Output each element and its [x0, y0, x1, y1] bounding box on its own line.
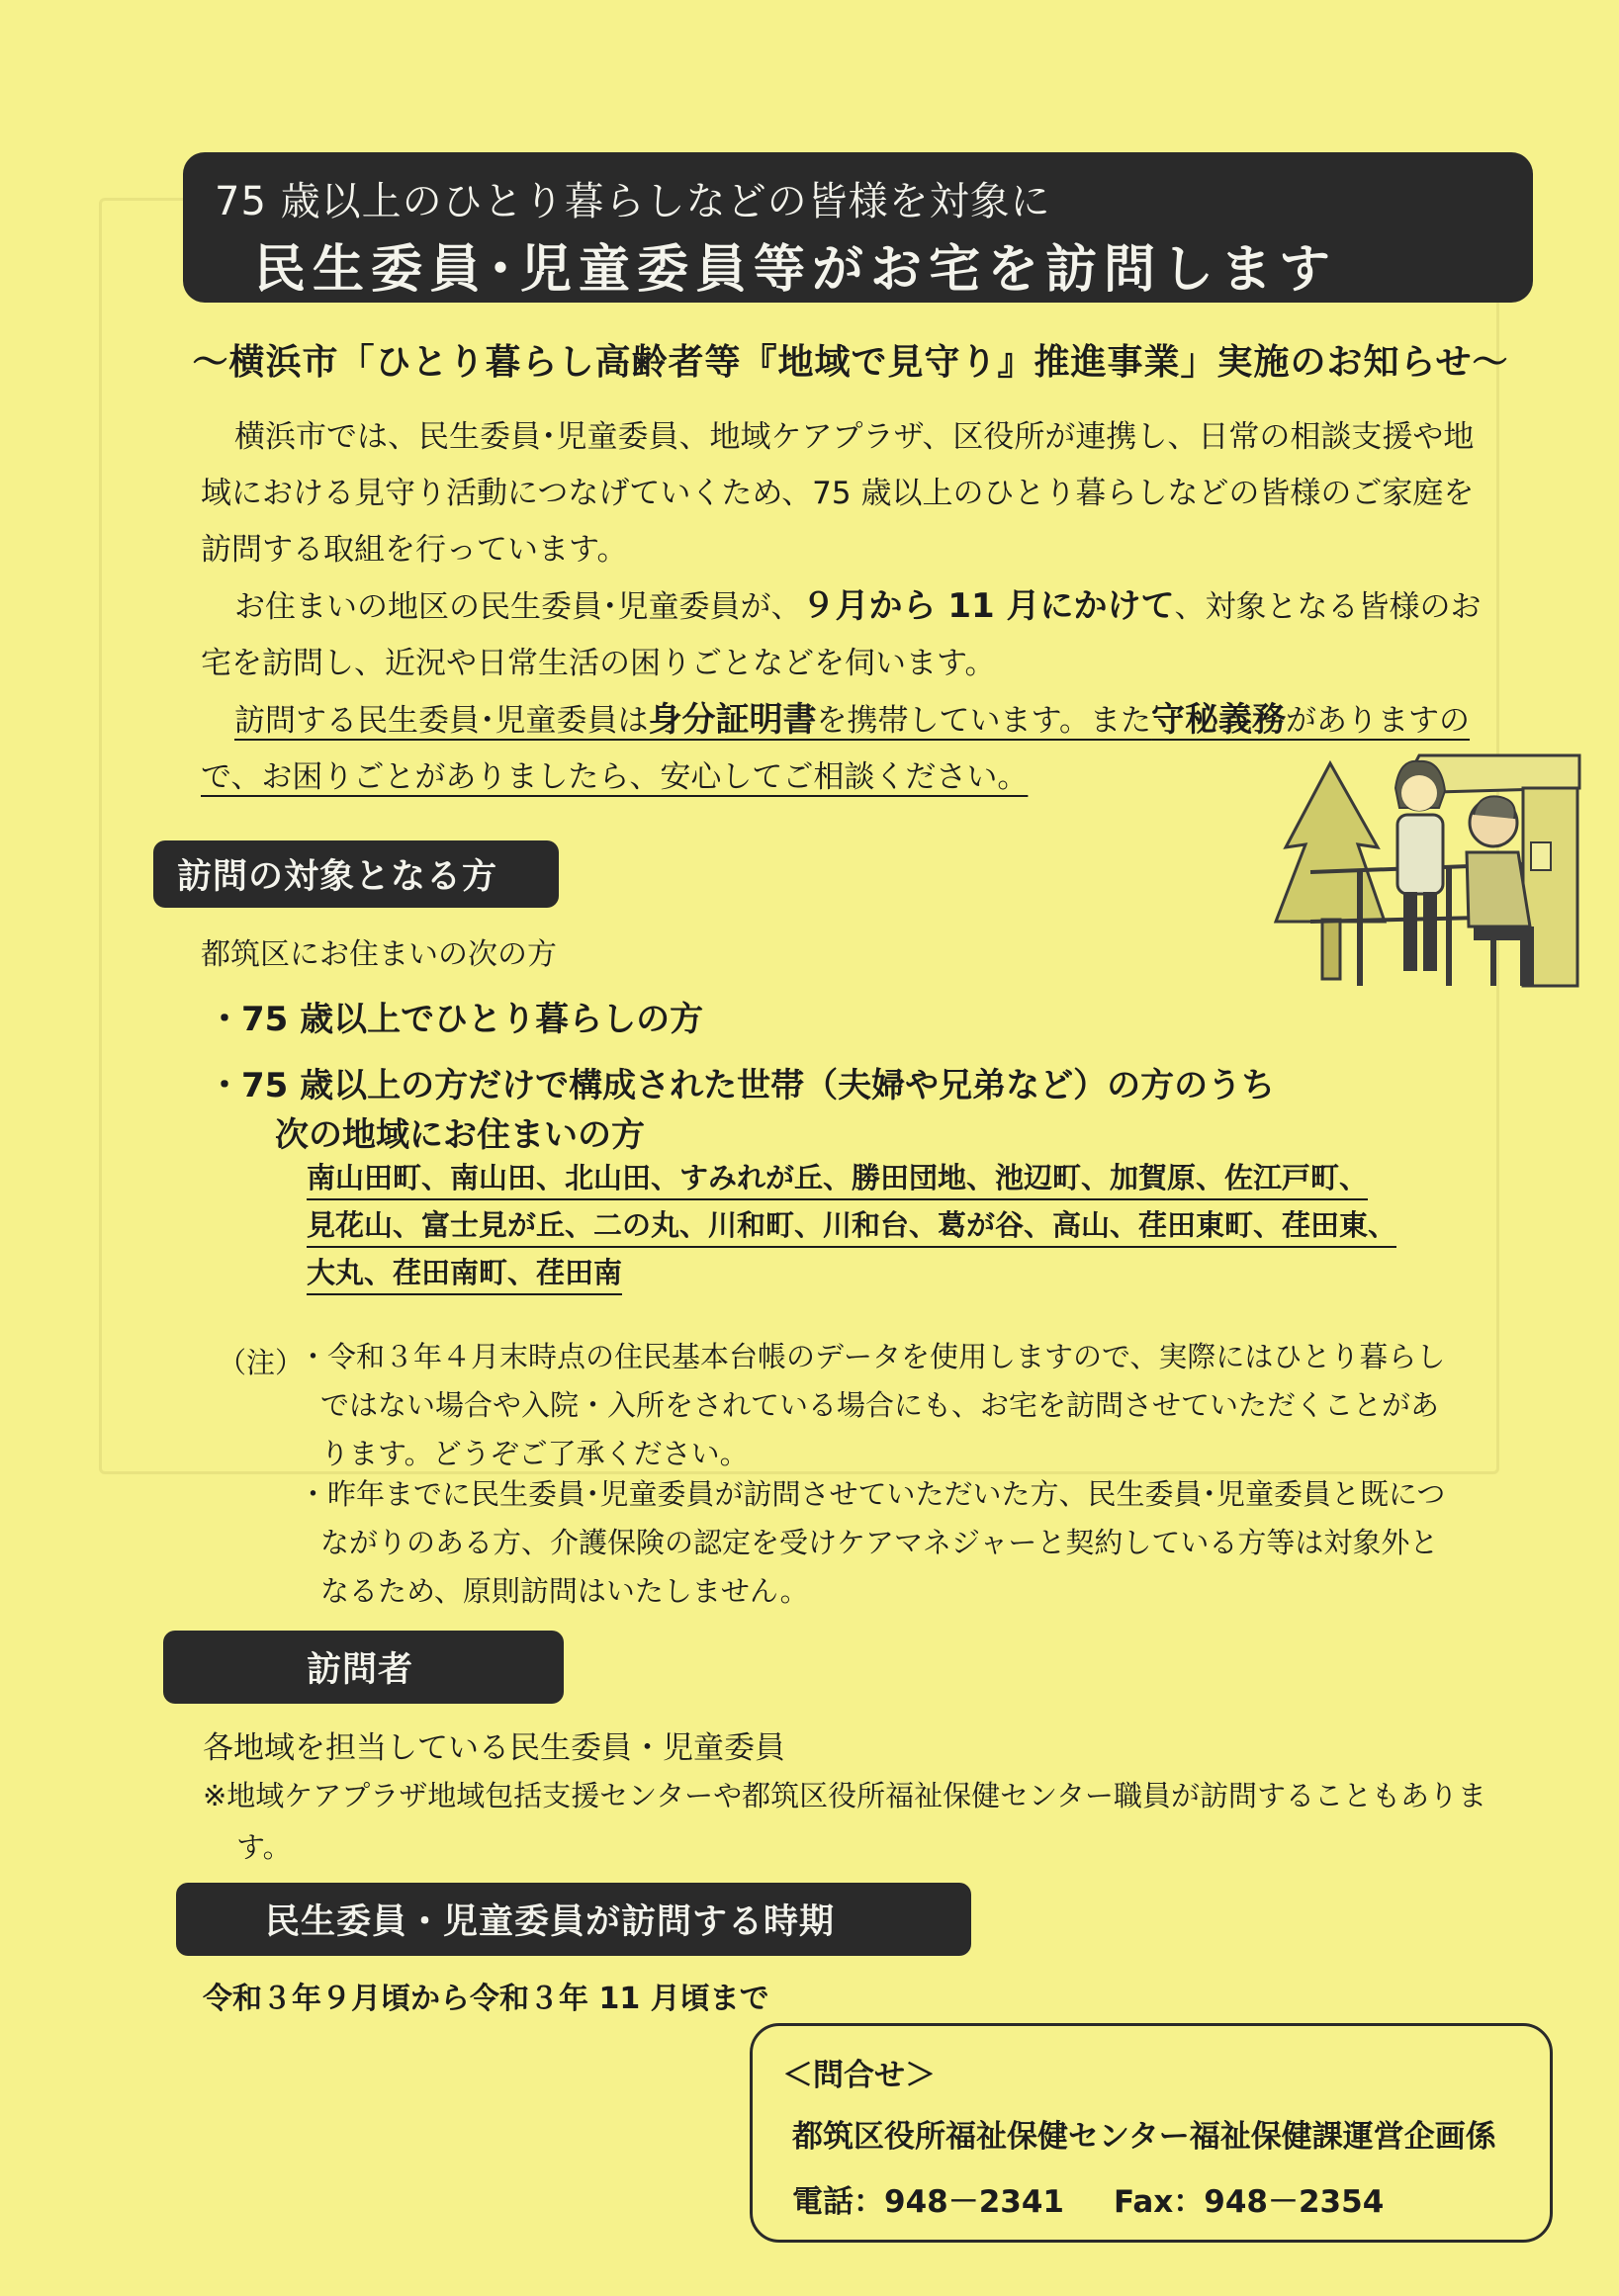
- contact-phone: 電話：948－2341: [792, 2184, 1064, 2220]
- contact-box: [750, 2023, 1553, 2243]
- period-heading: 民生委員・児童委員が訪問する時期: [176, 1883, 971, 1956]
- targets-heading: 訪問の対象となる方: [153, 840, 559, 908]
- subtitle: ～横浜市「ひとり暮らし高齢者等『地域で見守り』推進事業」実施のお知らせ～: [192, 342, 1509, 383]
- banner-title: 民生委員･児童委員等がお宅を訪問します: [254, 240, 1338, 300]
- contact-fax: Fax：948－2354: [1114, 2184, 1385, 2220]
- target-bullet-1: ・75 歳以上でひとり暮らしの方: [208, 1000, 704, 1039]
- visit-period-emphasis: ９月から 11 月にかけて: [801, 586, 1175, 626]
- area-line-1: 南山田町、南山田、北山田、すみれが丘、勝田団地、池辺町、加賀原、佐江戸町、: [307, 1157, 1368, 1200]
- intro-paragraph-1: 横浜市では、民生委員･児童委員、地域ケアプラザ、区役所が連携し、日常の相談支援や地域における見守り活動につなげていくため、75 歳以上のひとり暮らしなどの皆様のご家庭を訪問する取組を行っています。: [201, 419, 1475, 568]
- visitor-heading: 訪問者: [163, 1631, 564, 1704]
- note-2: ・昨年までに民生委員･児童委員が訪問させていただいた方、民生委員･児童委員と既につながりのある方、介護保険の認定を受けケアマネジャーと契約している方等は対象外となるため、原則訪問はいたしません。: [299, 1477, 1446, 1608]
- title-banner: [183, 152, 1533, 303]
- note-1: ・令和３年４月末時点の住民基本台帳のデータを使用しますので、実際にはひとり暮らしではない場合や入院・入所をされている場合にも、お宅を訪問させていただくことがあります。どうぞご了承ください。: [299, 1340, 1446, 1470]
- visitor-note: ※地域ケアプラザ地域包括支援センターや都筑区役所福祉保健センター職員が訪問することもあります。: [203, 1779, 1486, 1864]
- contact-title: ＜問合せ＞: [782, 2058, 936, 2093]
- visitor-line: 各地域を担当している民生委員・児童委員: [203, 1730, 785, 1766]
- period-text: 令和３年９月頃から令和３年 11 月頃まで: [203, 1982, 769, 2016]
- target-area-list: [307, 1157, 1493, 1299]
- target-bullet-2-cont: 次の地域にお住まいの方: [275, 1115, 645, 1155]
- area-line-2: 見花山、富士見が丘、二の丸、川和町、川和台、葛が谷、高山、荏田東町、荏田東、: [307, 1204, 1396, 1248]
- id-card-emphasis: 身分証明書: [648, 700, 817, 740]
- intro-paragraph-3: 訪問する民生委員･児童委員は身分証明書を携帯しています。また守秘義務がありますので、お困りごとがありましたら、安心してご相談ください。: [201, 700, 1471, 795]
- banner-line1: 75 歳以上のひとり暮らしなどの皆様を対象に: [215, 179, 1051, 224]
- area-line-3: 大丸、荏田南町、荏田南: [307, 1252, 622, 1295]
- target-bullet-2: ・75 歳以上の方だけで構成された世帯（夫婦や兄弟など）の方のうち: [208, 1066, 1276, 1105]
- note-label: （注）: [218, 1346, 305, 1379]
- confidentiality-emphasis: 守秘義務: [1151, 700, 1287, 740]
- targets-lead: 都筑区にお住まいの次の方: [201, 937, 557, 972]
- intro-paragraph-2: お住まいの地区の民生委員･児童委員が、９月から 11 月にかけて、対象となる皆様のお宅を訪問し、近況や日常生活の困りごとなどを伺います。: [201, 586, 1482, 681]
- home-visit-illustration: [1271, 753, 1582, 999]
- intro-text: [201, 409, 1486, 806]
- contact-department: 都筑区役所福祉保健センター福祉保健課運営企画係: [792, 2119, 1496, 2155]
